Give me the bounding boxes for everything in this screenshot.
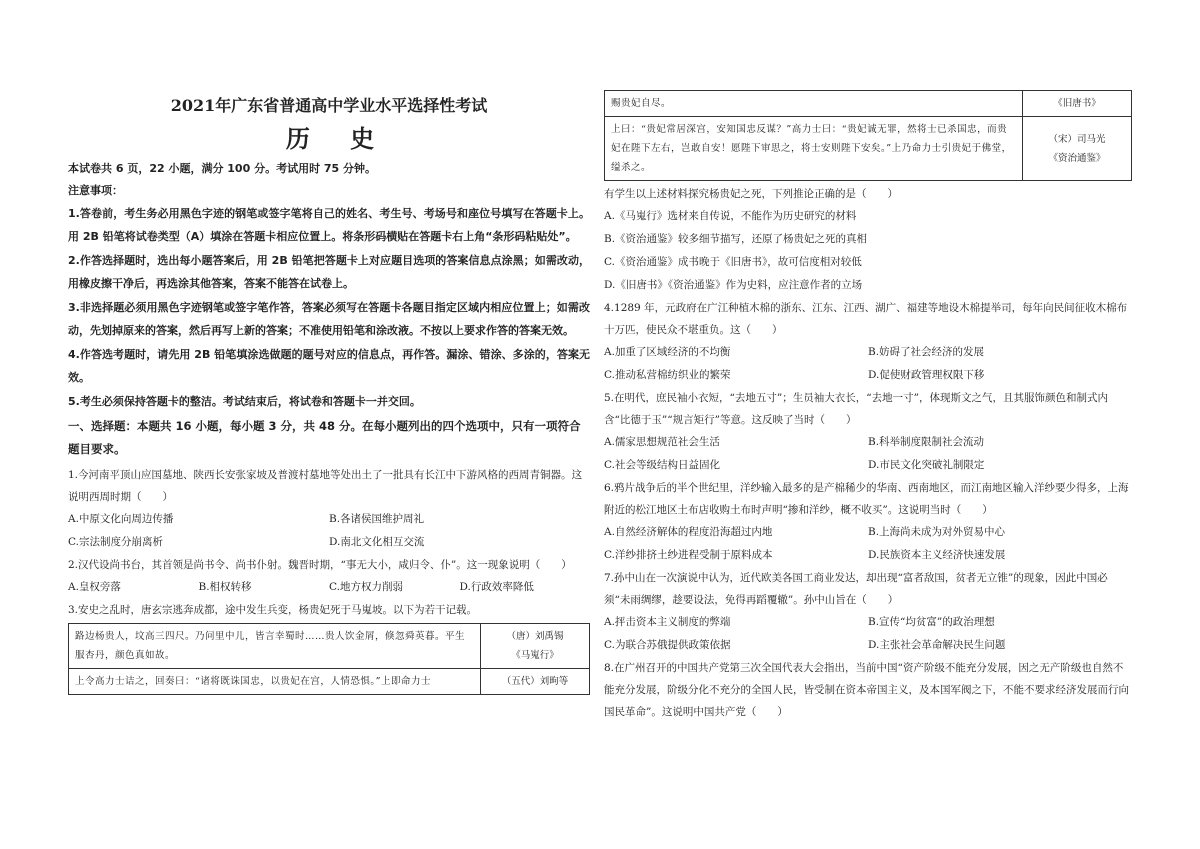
option: B.妨碍了社会经济的发展 (868, 346, 985, 358)
option: A.加重了区域经济的不均衡 (604, 346, 731, 358)
option: D.市民文化突破礼制限定 (868, 459, 985, 471)
notice-item: 5.考生必须保持答题卡的整洁。考试结束后，将试卷和答题卡一并交回。 (68, 395, 421, 408)
option: C.地方权力削弱 (329, 581, 403, 593)
question-3-prompt: 有学生以上述材料探究杨贵妃之死，下列推论正确的是（ ） (604, 188, 898, 200)
source-table-part1 (68, 623, 590, 695)
question-1-stem: 1.今河南平顶山应国墓地、陕西长安张家坡及普渡村墓地等处出土了一批具有长江中下游风格的西周青铜器。这说明西周时期（ ） (68, 469, 583, 503)
notice-item: 2.作答选择题时，选出每小题答案后，用 2B 铅笔把答题卡上对应题目选项的答案信息点涂黑；如需改动，用橡皮擦干净后，再选涂其他答案，答案不能答在试卷上。 (68, 254, 590, 290)
option: C.为联合苏俄提供政策依据 (604, 639, 731, 651)
option: A.儒家思想规范社会生活 (604, 436, 720, 448)
question-6-stem: 6.鸦片战争后的半个世纪里，洋纱输入最多的是产棉稀少的华南、西南地区，而江南地区输入洋纱要少得多，上海附近的松江地区土布店收购土布时声明“掺和洋纱，概不收买”。这说明当时（ ） (604, 482, 1129, 516)
source-citation (481, 669, 590, 695)
question-5-options (604, 431, 1132, 477)
option: B.上海尚未成为对外贸易中心 (868, 526, 1006, 538)
question-4-options (604, 341, 1132, 387)
citation-author: （唐）刘禹锡 (506, 631, 564, 642)
option: D.促使财政管理权限下移 (868, 369, 985, 381)
question-1-options (68, 508, 590, 554)
exam-info: 本试卷共 6 页，22 小题，满分 100 分。考试用时 75 分钟。 (68, 162, 377, 175)
question-6-options (604, 521, 1132, 567)
table-row (69, 669, 590, 695)
source-text: 赐贵妃自尽。 (605, 91, 1023, 117)
option: D.民族资本主义经济快速发展 (868, 549, 1006, 561)
table-row (605, 91, 1132, 117)
option: B.相权转移 (198, 581, 252, 593)
source-text: 路边杨贵人，坟高三四尺。乃问里中儿，皆言幸蜀时……贵人饮金屑，倏忽舜英暮。平生服杏丹，颜色真如故。 (69, 624, 481, 669)
option: A.《马嵬行》选材来自传说，不能作为历史研究的材料 (604, 210, 857, 222)
option: B.科举制度限制社会流动 (868, 436, 985, 448)
source-citation (1023, 117, 1132, 181)
right-column (604, 90, 1132, 723)
option: C.洋纱排挤土纱进程受制于原料成本 (604, 549, 773, 561)
option: A.皇权旁落 (68, 581, 121, 593)
citation-work: 《资治通鉴》 (1048, 152, 1106, 164)
option: D.主张社会革命解决民生问题 (868, 639, 1006, 651)
option: C.社会等级结构日益固化 (604, 459, 720, 471)
notice-item: 1.答卷前，考生务必用黑色字迹的钢笔或签字笔将自己的姓名、考生号、考场号和座位号填写在答题卡上。用 2B 铅笔将试卷类型（A）填涂在答题卡相应位置上。将条形码横贴在答题卡右上角“条形码粘贴处”。 (68, 207, 590, 243)
option: D.《旧唐书》《资治通鉴》作为史料，应注意作者的立场 (604, 279, 863, 291)
subject-title: 历 史 (285, 124, 391, 153)
option: B.宣传“均贫富”的政治理想 (868, 616, 995, 628)
question-7-stem: 7.孙中山在一次演说中认为，近代欧美各国工商业发达，却出现“富者敌国，贫者无立锥”的现象，因此中国必须“未雨绸缪，趁要设法，免得再蹈覆辙”。孙中山旨在（ ） (604, 572, 1108, 606)
question-5-stem: 5.在明代，庶民袖小衣短，“去地五寸”；生员袖大衣长，“去地一寸”，体现斯文之气，且其服饰颜色和制式内含“比德于玉”“规言矩行”等意。这反映了当时（ ） (604, 392, 1108, 426)
option: B.各诸侯国维护周礼 (329, 513, 425, 525)
option: C.宗法制度分崩离析 (68, 536, 163, 548)
notice-title: 注意事项： (68, 184, 123, 197)
source-citation (481, 624, 590, 669)
table-row (69, 624, 590, 669)
option: B.《资治通鉴》较多细节描写，还原了杨贵妃之死的真相 (604, 233, 868, 245)
source-table-part2 (604, 90, 1132, 181)
question-2-stem: 2.汉代设尚书台，其首领是尚书令、尚书仆射。魏晋时期，“事无大小，咸归令、仆”。这一现象说明（ ） (68, 559, 572, 571)
notice-list (68, 202, 590, 413)
question-3-stem: 3.安史之乱时，唐玄宗逃奔成都，途中发生兵变，杨贵妃死于马嵬坡。以下为若干记载。 (68, 604, 478, 616)
left-column (68, 96, 590, 695)
question-4-stem: 4.1289 年，元政府在广江种植木棉的浙东、江东、江西、湖广、福建等地设木棉提举司，每年向民间征收木棉布十万匹，使民众不堪重负。这（ ） (604, 302, 1128, 336)
section-heading: 一、选择题：本题共 16 小题，每小题 3 分，共 48 分。在每小题列出的四个选项中，只有一项符合题目要求。 (68, 419, 581, 456)
option: C.推动私营棉纺织业的繁荣 (604, 369, 731, 381)
exam-title: 2021年广东省普通高中学业水平选择性考试 (170, 96, 488, 115)
citation-author: （宋）司马光 (1048, 133, 1106, 145)
source-citation (1023, 91, 1132, 117)
table-row (605, 117, 1132, 181)
question-2-options (68, 576, 590, 599)
option: A.抨击资本主义制度的弊端 (604, 616, 731, 628)
option: D.南北文化相互交流 (329, 536, 425, 548)
notice-item: 4.作答选考题时，请先用 2B 铅笔填涂选做题的题号对应的信息点，再作答。漏涂、错涂、多涂的，答案无效。 (68, 348, 590, 384)
option: A.中原文化向周边传播 (68, 513, 174, 525)
option: C.《资治通鉴》成书晚于《旧唐书》，故可信度相对较低 (604, 256, 862, 268)
citation-work: 《旧唐书》 (1053, 98, 1101, 109)
question-7-options (604, 611, 1132, 657)
source-text: 上曰：“贵妃常居深宫，安知国忠反谋？”高力士曰：“贵妃诚无罪，然将士已杀国忠，而贵妃在陛下左右，岂敢自安！愿陛下审思之，将士安则陛下安矣。”上乃命力士引贵妃于佛堂，缢杀之。 (605, 117, 1023, 181)
citation-work: 《马嵬行》 (511, 650, 559, 661)
notice-item: 3.非选择题必须用黑色字迹钢笔或签字笔作答，答案必须写在答题卡各题目指定区域内相应位置上；如需改动，先划掉原来的答案，然后再写上新的答案；不准使用铅笔和涂改液。不按以上要求作答的答案无效。 (68, 301, 590, 337)
question-3-options (604, 205, 1132, 297)
citation-author: （五代）刘昫等 (501, 676, 569, 687)
question-8-stem: 8.在广州召开的中国共产党第三次全国代表大会指出，当前中国“资产阶级不能充分发展，因之无产阶级也自然不能充分发展，阶级分化不充分的全国人民，皆受制在资本帝国主义，及本国军阀之下，不能不要求经济发展而行向国民革命”。这说明中国共产党（ ） (604, 662, 1129, 718)
option: A.自然经济解体的程度沿海超过内地 (604, 526, 773, 538)
source-text: 上令高力士诘之，回奏曰：“诸将既诛国忠，以贵妃在宫，人情恐惧。”上即命力士 (69, 669, 481, 695)
option: D.行政效率降低 (459, 581, 534, 593)
